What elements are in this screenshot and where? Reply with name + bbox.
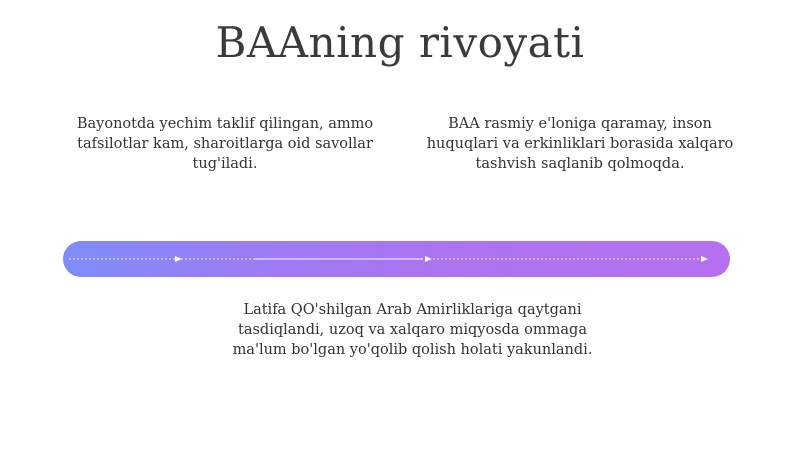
timeline-bar — [63, 241, 730, 277]
timeline-arrow-line — [63, 241, 730, 277]
arrow-head-icon — [701, 256, 708, 262]
bottom-text-block: Latifa QO'shilgan Arab Amirliklariga qaytgani tasdiqlandi, uzoq va xalqaro miqyosda ommaga ma'lum bo'lgan yo'qolib qolish holati yakunlandi. — [232, 302, 593, 358]
slide-title: BAAning rivoyati — [215, 18, 585, 67]
left-text-block: Bayonotda yechim taklif qilingan, ammo tafsilotlar kam, sharoitlarga oid savollar tug'iladi. — [76, 116, 374, 172]
arrow-head-icon — [425, 256, 432, 262]
arrow-head-icon — [175, 256, 182, 262]
right-text-block: BAA rasmiy e'loniga qaramay, inson huquqlari va erkinliklari borasida xalqaro tashvish saqlanib qolmoqda. — [426, 116, 734, 172]
